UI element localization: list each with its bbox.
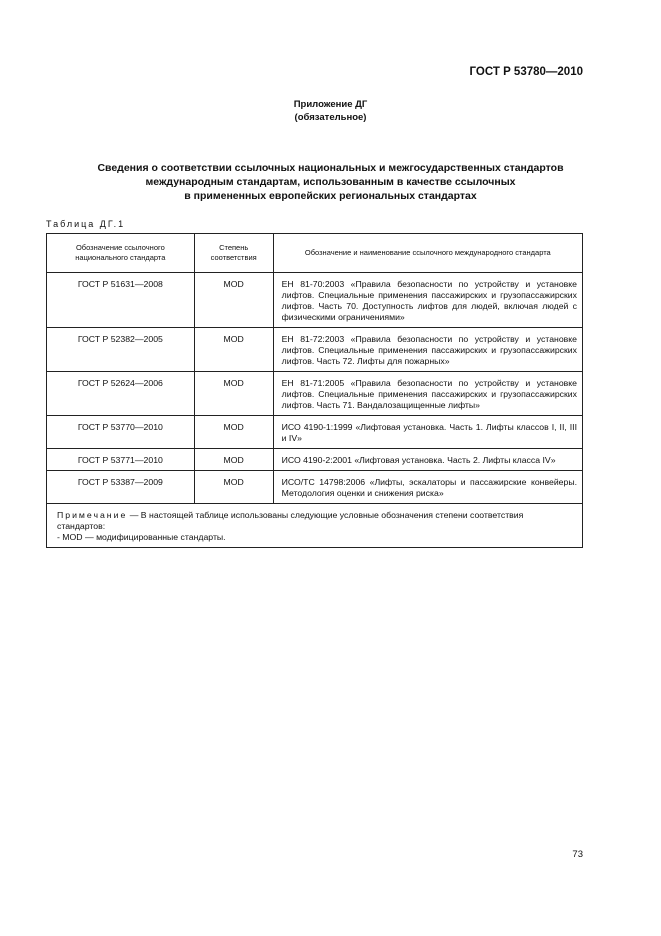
page-number: 73: [572, 849, 583, 860]
appendix-heading: [0, 98, 661, 124]
table-row: [47, 328, 583, 372]
document-code: ГОСТ Р 53780—2010: [469, 66, 583, 78]
title-line: в примененных европейских региональных стандартах: [184, 190, 477, 202]
international-standard-cell: ЕН 81-70:2003 «Правила безопасности по устройству и установке лифтов. Специальные применения пассажирских и грузопассажирских лифтов. Часть 70. Доступность лифтов для людей, включая людей с физическими ограничениями»: [273, 273, 582, 328]
degree-cell: MOD: [194, 449, 273, 471]
table-note: [47, 504, 583, 548]
national-standard-cell: ГОСТ Р 53771—2010: [47, 449, 195, 471]
standards-table: [46, 233, 583, 548]
title-line: Сведения о соответствии ссылочных национальных и межгосударственных стандартов: [97, 162, 564, 174]
international-standard-cell: ИСО 4190-1:1999 «Лифтовая установка. Часть 1. Лифты классов I, II, III и IV»: [273, 416, 582, 449]
note-label: Примечание: [57, 510, 128, 520]
international-standard-cell: ИСО/ТС 14798:2006 «Лифты, эскалаторы и пассажирские конвейеры. Методология оценки и снижения риска»: [273, 471, 582, 504]
degree-cell: MOD: [194, 372, 273, 416]
column-header: Обозначение ссылочного национального стандарта: [47, 234, 195, 273]
table-header-row: [47, 234, 583, 273]
table-row: [47, 449, 583, 471]
table-row: [47, 372, 583, 416]
title-line: международным стандартам, использованным в качестве ссылочных: [145, 176, 516, 188]
table-note-row: [47, 504, 583, 548]
international-standard-cell: ИСО 4190-2:2001 «Лифтовая установка. Часть 2. Лифты класса IV»: [273, 449, 582, 471]
degree-cell: MOD: [194, 273, 273, 328]
appendix-title: Приложение ДГ: [293, 99, 368, 110]
note-item: - MOD — модифицированные стандарты.: [57, 532, 226, 542]
degree-cell: MOD: [194, 416, 273, 449]
section-title: [40, 161, 621, 203]
degree-cell: MOD: [194, 328, 273, 372]
international-standard-cell: ЕН 81-71:2005 «Правила безопасности по устройству и установке лифтов. Специальные применения пассажирских и грузопассажирских лифтов. Часть 71. Вандалозащищенные лифты»: [273, 372, 582, 416]
national-standard-cell: ГОСТ Р 52624—2006: [47, 372, 195, 416]
international-standard-cell: ЕН 81-72:2003 «Правила безопасности по устройству и установке лифтов. Специальные применения пассажирских и грузопассажирских лифтов. Часть 72. Лифты для пожарных»: [273, 328, 582, 372]
table-row: [47, 273, 583, 328]
national-standard-cell: ГОСТ Р 52382—2005: [47, 328, 195, 372]
column-header: Степень соответствия: [194, 234, 273, 273]
national-standard-cell: ГОСТ Р 53387—2009: [47, 471, 195, 504]
national-standard-cell: ГОСТ Р 51631—2008: [47, 273, 195, 328]
degree-cell: MOD: [194, 471, 273, 504]
column-header: Обозначение и наименование ссылочного международного стандарта: [273, 234, 582, 273]
appendix-subtitle: (обязательное): [294, 112, 367, 123]
table-row: [47, 416, 583, 449]
national-standard-cell: ГОСТ Р 53770—2010: [47, 416, 195, 449]
note-text: — В настоящей таблице использованы следующие условные обозначения степени соответствия стандартов:: [57, 510, 524, 531]
table-label: Таблица ДГ.1: [46, 219, 126, 229]
table-row: [47, 471, 583, 504]
